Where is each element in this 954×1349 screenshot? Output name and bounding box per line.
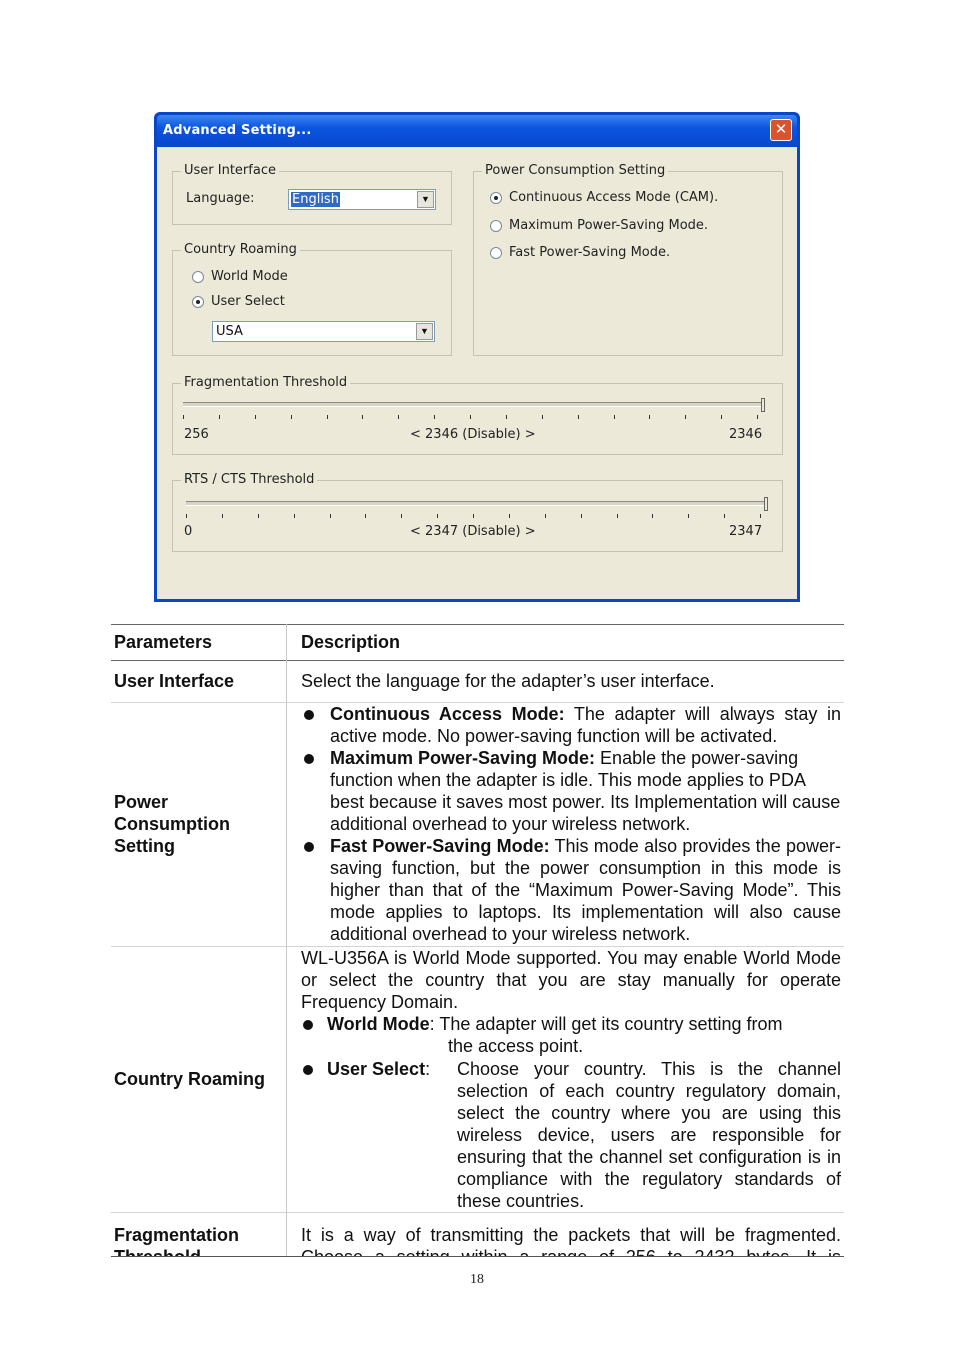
- param-line: Consumption: [114, 814, 230, 834]
- page-number: 18: [470, 1272, 484, 1287]
- slider-tick: [219, 415, 220, 419]
- fragmentation-current: < 2346 (Disable) >: [410, 427, 536, 442]
- slider-tick: [652, 514, 653, 518]
- user-interface-group: [172, 163, 452, 225]
- header-description: Description: [301, 632, 401, 652]
- table-top-border: [111, 624, 844, 625]
- language-value: English: [292, 192, 339, 207]
- slider-tick: [578, 415, 579, 419]
- slider-tick: [649, 415, 650, 419]
- rts-cts-max: 2347: [729, 524, 763, 539]
- param-line: Setting: [114, 836, 175, 856]
- slider-tick: [545, 514, 546, 518]
- fragmentation-min: 256: [184, 427, 209, 442]
- bullet-label: Fast Power-Saving Mode:: [330, 836, 550, 856]
- country-select[interactable]: [212, 321, 435, 342]
- bullet-icon: [304, 710, 314, 720]
- language-label: Language:: [186, 191, 255, 206]
- slider-tick: [222, 514, 223, 518]
- bullet-body: This mode also provides the power-saving function, but the power consumption in this mode is higher than that of the “Maximum Power-Saving Mode”. This mode applies to laptops. Its implementation will also cause additional overhead to your wireless network.: [330, 836, 841, 944]
- rts-cts-current: < 2347 (Disable) >: [410, 524, 536, 539]
- user-select-label[interactable]: User Select: [211, 294, 285, 309]
- fragmentation-slider[interactable]: [183, 398, 765, 424]
- list-item: [301, 1058, 841, 1212]
- slider-tick: [330, 514, 331, 518]
- power-consumption-legend: Power Consumption Setting: [482, 163, 668, 178]
- close-icon[interactable]: ✕: [770, 119, 792, 141]
- column-divider: [286, 624, 287, 1256]
- rts-cts-min: 0: [184, 524, 193, 539]
- slider-tick: [437, 514, 438, 518]
- slider-tick: [398, 415, 399, 419]
- slider-tick: [365, 514, 366, 518]
- slider-tick: [542, 415, 543, 419]
- slider-tick: [183, 415, 184, 419]
- max-power-saving-radio[interactable]: [490, 220, 502, 232]
- bullet-first-line: Choose your country. This is the channel: [457, 1059, 841, 1079]
- bullet-colon: :: [425, 1059, 431, 1079]
- bullet-body: Enable the power-saving function when the adapter is idle. This mode applies to PDA best because it saves most power. Its Implementation will cause additional overhead to your wireless network.: [330, 748, 841, 834]
- bullet-body: : The adapter will get its country setting from: [429, 1014, 783, 1034]
- rts-cts-slider[interactable]: [186, 497, 768, 523]
- bullet-icon: [303, 1020, 313, 1030]
- bullet-text: [330, 703, 841, 747]
- bullet-label: World Mode: [327, 1014, 430, 1034]
- country-value: USA: [216, 324, 243, 339]
- slider-tick: [362, 415, 363, 419]
- bullet-text: [330, 835, 841, 945]
- slider-tick: [506, 415, 507, 419]
- bullet-body: The adapter will always stay in active mode. No power-saving function will be activated.: [330, 704, 841, 746]
- desc-user-interface: Select the language for the adapter’s user interface.: [301, 671, 715, 691]
- slider-tick: [688, 514, 689, 518]
- param-country-roaming: Country Roaming: [114, 1069, 265, 1089]
- slider-tick: [294, 514, 295, 518]
- slider-tick: [291, 415, 292, 419]
- fragmentation-legend: Fragmentation Threshold: [181, 375, 350, 390]
- slider-tick: [327, 415, 328, 419]
- slider-tick: [258, 514, 259, 518]
- chevron-down-icon[interactable]: ▼: [417, 191, 434, 208]
- list-item: [301, 703, 841, 747]
- slider-thumb[interactable]: [764, 497, 768, 511]
- list-item: [301, 747, 841, 835]
- row-divider: [111, 1212, 844, 1213]
- slider-tick: [470, 415, 471, 419]
- world-mode-label[interactable]: World Mode: [211, 269, 288, 284]
- bullet-icon: [303, 1065, 313, 1075]
- slider-tick: [581, 514, 582, 518]
- country-roaming-group: [172, 242, 452, 356]
- user-interface-legend: User Interface: [181, 163, 279, 178]
- param-user-interface: User Interface: [114, 671, 235, 691]
- list-item: [301, 835, 841, 945]
- slider-track[interactable]: [183, 402, 765, 407]
- dialog-title: Advanced Setting...: [163, 123, 312, 138]
- slider-tick: [617, 514, 618, 518]
- slider-tick: [255, 415, 256, 419]
- slider-tick: [509, 514, 510, 518]
- dialog-titlebar[interactable]: [157, 115, 797, 147]
- desc-line: It is a way of transmitting the packets that will be fragmented.: [301, 1225, 841, 1245]
- slider-tick: [760, 514, 761, 518]
- slider-tick: [685, 415, 686, 419]
- bullet-label: Maximum Power-Saving Mode:: [330, 748, 596, 768]
- language-select[interactable]: [288, 189, 436, 210]
- fragmentation-group: [172, 375, 783, 455]
- param-power-consumption: [114, 791, 230, 857]
- bullet-text: [327, 1013, 782, 1035]
- country-roaming-legend: Country Roaming: [181, 242, 300, 257]
- power-consumption-group: [473, 163, 783, 356]
- cam-radio[interactable]: [490, 192, 502, 204]
- user-select-radio[interactable]: [192, 296, 204, 308]
- rts-cts-group: [172, 472, 783, 552]
- slider-tick: [186, 514, 187, 518]
- slider-tick: [724, 514, 725, 518]
- bullet-continuation: the access point.: [448, 1036, 584, 1056]
- bullet-icon: [304, 842, 314, 852]
- param-line: Fragmentation: [114, 1225, 240, 1245]
- max-power-saving-label[interactable]: Maximum Power-Saving Mode.: [509, 218, 709, 233]
- slider-tick: [721, 415, 722, 419]
- chevron-down-icon[interactable]: ▼: [416, 323, 433, 340]
- slider-thumb[interactable]: [761, 398, 765, 412]
- header-parameters: Parameters: [114, 632, 213, 652]
- rts-cts-legend: RTS / CTS Threshold: [181, 472, 317, 487]
- fast-power-saving-label[interactable]: Fast Power-Saving Mode.: [509, 245, 671, 260]
- advanced-setting-dialog: [154, 112, 800, 602]
- fast-power-saving-radio[interactable]: [490, 247, 502, 259]
- bullet-label: Continuous Access Mode:: [330, 704, 565, 724]
- desc-country-roaming-intro: WL-U356A is World Mode supported. You may enable World Mode or select the country that you are stay manually for operate Frequency Domain.: [301, 948, 841, 1012]
- bullet-icon: [304, 754, 314, 764]
- fragmentation-max: 2346: [729, 427, 763, 442]
- slider-tick: [757, 415, 758, 419]
- slider-tick: [434, 415, 435, 419]
- page-footer-area: [0, 1256, 954, 1349]
- bullet-text: [330, 747, 841, 835]
- bullet-body: selection of each country regulatory domain, select the country where you are using this wireless device, users are responsible for ensuring that the channel set configuration is in compliance with the regulatory standards of these countries.: [457, 1081, 841, 1211]
- bullet-text: [327, 1058, 430, 1080]
- table-bottom-edge: [111, 1256, 844, 1257]
- dialog-client-area: [157, 147, 797, 599]
- slider-tick: [473, 514, 474, 518]
- slider-track[interactable]: [186, 501, 768, 506]
- slider-tick: [401, 514, 402, 518]
- world-mode-radio[interactable]: [192, 271, 204, 283]
- bullet-label: User Select: [327, 1059, 426, 1079]
- list-item: [301, 1013, 841, 1059]
- cam-label[interactable]: Continuous Access Mode (CAM).: [509, 190, 719, 205]
- param-line: Power: [114, 792, 169, 812]
- table-header-border: [111, 660, 844, 661]
- slider-tick: [614, 415, 615, 419]
